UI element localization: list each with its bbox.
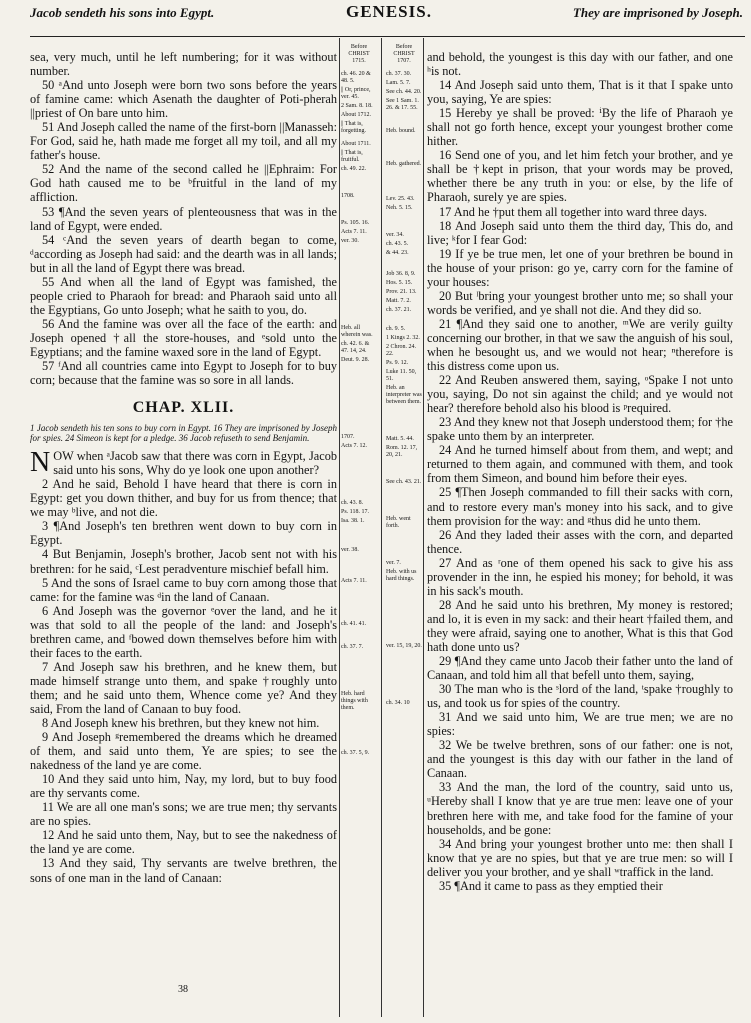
reference-note: ch. 41. 41. <box>341 621 367 627</box>
verse: 33 And the man, the lord of the country, said unto us, ᵘHereby shall I know that ye are true men: leave one of your brethren here with me, and take food for the famine of your households, and be gone: <box>427 780 733 837</box>
reference-note: Acts 7. 12. <box>341 443 367 449</box>
drop-cap: N <box>30 447 51 479</box>
verse: 19 If ye be true men, let one of your brethren be bound in the house of your prison: go ye, carry corn for the famine of your houses: <box>427 246 733 289</box>
reference-note: ch. 9. 5. <box>386 326 406 332</box>
chapter-opening-verse <box>30 449 337 477</box>
verse: 15 Hereby ye shall be proved: ⁱBy the life of Pharaoh ye shall not go forth hence, except your youngest brother come hither. <box>427 106 733 149</box>
reference-note: ch. 37. 30. <box>386 71 412 77</box>
verse: 5 And the sons of Israel came to buy corn among those that came: for the famine was ᵈin the land of Canaan. <box>30 575 337 604</box>
reference-note: Rom. 12. 17, 20, 21. <box>386 445 418 458</box>
running-header <box>30 2 743 24</box>
reference-note: About 1711. <box>341 141 371 147</box>
verse: 12 And he said unto them, Nay, but to see the nakedness of the land ye are come. <box>30 828 337 857</box>
reference-note: 1708. <box>341 193 355 199</box>
reference-note: Neh. 5. 15. <box>386 205 413 211</box>
verse: 11 We are all one man's sons; we are true men; thy servants are no spies. <box>30 800 337 829</box>
verse: 2 And he said, Behold I have heard that there is corn in Egypt: get you down thither, and buy for us from thence; that we may ᵇlive, and not die. <box>30 477 337 520</box>
verse: 30 The man who is the ˢlord of the land, ᵗspake †roughly to us, and took us for spies of the country. <box>427 682 733 711</box>
reference-note: 2 Sam. 8. 18. <box>341 103 373 109</box>
book-title: GENESIS. <box>346 2 432 21</box>
reference-note: Hos. 5. 15. <box>386 280 413 286</box>
reference-note: Ps. 118. 17. <box>341 509 369 515</box>
reference-note: ch. 37. 7. <box>341 644 364 650</box>
reference-note: See ch. 43. 21. <box>386 479 422 485</box>
reference-note: About 1712. <box>341 112 371 118</box>
header-right: They are imprisoned by Joseph. <box>572 5 743 20</box>
reference-note: Heb. all wherein was. <box>341 325 373 338</box>
reference-note: Deut. 9. 28. <box>341 357 370 363</box>
verse: 28 And he said unto his brethren, My money is restored; and lo, it is even in my sack: and their heart †failed them, and they were afraid, saying one to another, What is this that God hath done unto us? <box>427 597 733 654</box>
verse: 9 And Joseph ᵍremembered the dreams which he dreamed of them, and said unto them, Ye are spies; to see the nakedness of the land ye are come. <box>30 730 337 773</box>
verse: 10 And they said unto him, Nay, my lord, but to buy food are thy servants come. <box>30 772 337 801</box>
reference-note: 1707. <box>341 434 355 440</box>
reference-note: Heb. went forth. <box>386 516 411 529</box>
reference-note: 2 Chron. 24. 22. <box>386 344 416 357</box>
chapter-summary: 1 Jacob sendeth his ten sons to buy corn in Egypt. 16 They are imprisoned by Joseph for spies. 24 Simeon is kept for a pledge. 36 Jacob refuseth to send Benjamin. <box>30 423 337 444</box>
verse: 35 ¶And it came to pass as they emptied their <box>439 878 663 893</box>
verse: 53 ¶And the seven years of plenteousness that was in the land of Egypt, were ended. <box>30 204 337 233</box>
verse: 21 ¶And they said one to another, ᵐWe are verily guilty concerning our brother, in that we saw the anguish of his soul, when he besought us, and we would not hear; ⁿtherefore is this distress come upon us. <box>427 316 733 374</box>
opening-text: OW when ᵃJacob saw that there was corn in Egypt, Jacob said unto his sons, Why do ye look one upon another? <box>53 449 337 478</box>
reference-note: Prov. 21. 13. <box>386 289 417 295</box>
left-margin-references <box>341 44 377 759</box>
verse: 17 And he †put them all together into ward three days. <box>439 204 708 219</box>
reference-note: Heb. hard things with them. <box>341 691 368 711</box>
reference-note: Matt. 5. 44. <box>386 436 414 442</box>
verse: 4 But Benjamin, Joseph's brother, Jacob sent not with his brethren: for he said, ᶜLest peradventure mischief befall him. <box>30 547 337 576</box>
verse: 50 ᵃAnd unto Joseph were born two sons before the years of famine came: which Asenath the daughter of Poti-pherah ||priest of On bare unto him. <box>30 78 337 121</box>
date-header: Before CHRIST 1707. <box>393 44 415 64</box>
verse: 14 And Joseph said unto them, That is it that I spake unto you, saying, Ye are spies: <box>427 78 733 107</box>
verse: 24 And he turned himself about from them, and wept; and returned to them again, and communed with them, and took from them Simeon, and bound him before their eyes. <box>427 443 733 486</box>
reference-note: || That is, fruitful. <box>341 150 363 163</box>
reference-note: Luke 11. 50, 51. <box>386 369 417 382</box>
verse: 52 And the name of the second called he ||Ephraim: For God hath caused me to be ᵇfruitful in the land of my affliction. <box>30 162 337 205</box>
reference-note: Isa. 38. 1. <box>341 518 365 524</box>
column-rule <box>381 38 382 1017</box>
verse: 6 And Joseph was the governor ᵉover the land, and he it was that sold to all the people of the land: and Joseph's brethren came, and ᶠbowed down themselves before him with their faces to the earth. <box>30 603 337 660</box>
reference-note: ch. 43. 5. <box>386 241 409 247</box>
reference-note: ch. 43. 8. <box>341 500 364 506</box>
verse: 20 But ˡbring your youngest brother unto me; so shall your words be verified, and ye shall not die. And they did so. <box>427 288 733 317</box>
chapter-heading: CHAP. XLII. <box>132 399 235 417</box>
verse: 7 And Joseph saw his brethren, and he knew them, but made himself strange unto them, and spake †roughly unto them; and he said unto them, Whence come ye? And they said, From the land of Canaan to buy food. <box>30 659 337 716</box>
reference-note: Job 36. 8, 9. <box>386 271 416 277</box>
verse: 51 And Joseph called the name of the first-born ||Manasseh: For God, said he, hath made me forget all my toil, and all my father's house. <box>30 120 337 163</box>
reference-note: Lam. 5. 7. <box>386 80 411 86</box>
column-rule <box>423 38 424 1017</box>
reference-note: Heb. gathered. <box>386 161 422 167</box>
verse: 31 And we said unto him, We are true men; we are no spies: <box>427 710 733 739</box>
reference-note: ch. 37. 5, 9. <box>341 750 370 756</box>
reference-note: Acts 7. 11. <box>341 578 367 584</box>
verse: 23 And they knew not that Joseph understood them; for †he spake unto them by an interpreter. <box>427 415 733 444</box>
column-rule <box>339 38 340 1017</box>
verse: 26 And they laded their asses with the corn, and departed thence. <box>427 527 733 556</box>
verse: 13 And they said, Thy servants are twelve brethren, the sons of one man in the land of Canaan: <box>30 856 337 885</box>
verse: 54 ᶜAnd the seven years of dearth began to come, ᵈaccording as Joseph had said: and the dearth was in all lands; but in all the land of Egypt there was bread. <box>30 232 337 275</box>
verse: 29 ¶And they came unto Jacob their father unto the land of Canaan, and told him all that befell unto them, saying, <box>427 654 733 683</box>
right-margin-references <box>386 44 422 709</box>
header-rule <box>30 36 745 37</box>
right-text-column <box>427 50 733 893</box>
verse: 32 We be twelve brethren, sons of our father: one is not, and the youngest is this day with our father in the land of Canaan. <box>427 738 733 781</box>
reference-note: ver. 30. <box>341 238 359 244</box>
verse: 8 And Joseph knew his brethren, but they knew not him. <box>42 716 320 731</box>
verse: 22 And Reuben answered them, saying, ᵒSpake I not unto you, saying, Do not sin against the child; and ye would not hear? therefore behold also his blood is ᵖrequired. <box>427 373 733 416</box>
verse: sea, very much, until he left numbering; for it was without number. <box>30 50 337 79</box>
verse: 57 ᶠAnd all countries came into Egypt to Joseph for to buy corn; because that the famine was so sore in all lands. <box>30 359 337 388</box>
verse: 25 ¶Then Joseph commanded to fill their sacks with corn, and to restore every man's money into his sack, and to give them provision for the way: and ᵍthus did he unto them. <box>427 485 733 528</box>
reference-note: ver. 15, 19, 20. <box>386 643 422 649</box>
reference-note: Heb. bound. <box>386 128 416 134</box>
reference-note: || Or, prince, ver. 45. <box>341 87 371 100</box>
verse: 3 ¶And Joseph's ten brethren went down to buy corn in Egypt. <box>30 519 337 548</box>
reference-note: Ps. 9. 12. <box>386 360 409 366</box>
verse: and behold, the youngest is this day with our father, and one ʰis not. <box>427 50 733 79</box>
reference-note: Ps. 105. 16. <box>341 220 370 226</box>
reference-note: Heb. with us hard things. <box>386 569 417 582</box>
verse: 18 And Joseph said unto them the third day, This do, and live; ᵏfor I fear God: <box>427 218 733 247</box>
reference-note: Matt. 7. 2. <box>386 298 411 304</box>
reference-note: ver. 34. <box>386 232 404 238</box>
left-text-column <box>30 50 337 885</box>
reference-note: Acts 7. 11. <box>341 229 367 235</box>
reference-note: & 44. 23. <box>386 250 409 256</box>
reference-note: ch. 49. 22. <box>341 166 367 172</box>
date-header: Before CHRIST 1715. <box>348 44 370 64</box>
verse: 27 And as ʳone of them opened his sack to give his ass provender in the inn, he espied his money; for behold, it was in his sack's mouth. <box>427 555 733 598</box>
verse: 55 And when all the land of Egypt was famished, the people cried to Pharaoh for bread: and Pharaoh said unto all the Egyptians, Go unto Joseph; what he saith to you, do. <box>30 274 337 317</box>
verse: 34 And bring your youngest brother unto me: then shall I know that ye are no spies, but that ye are true men: so will I deliver you your brother, and ye shall ʷtraffick in the land. <box>427 836 733 879</box>
page-number: 38 <box>178 984 188 995</box>
reference-note: || That is, forgetting. <box>341 121 367 134</box>
header-left: Jacob sendeth his sons into Egypt. <box>30 5 215 20</box>
reference-note: See 1 Sam. 1. 26. & 17. 55. <box>386 98 419 111</box>
reference-note: ver. 7. <box>386 560 401 566</box>
reference-note: Heb. an interpreter was between them. <box>386 385 422 405</box>
reference-note: ver. 38. <box>341 547 359 553</box>
reference-note: ch. 46. 20 & 48. 5. <box>341 71 371 84</box>
verse: 56 And the famine was over all the face of the earth: and Joseph opened †all the store-houses, and ᵉsold unto the Egyptians; and the famine waxed sore in the land of Egypt. <box>30 316 337 359</box>
reference-note: See ch. 44. 20. <box>386 89 422 95</box>
reference-note: Lev. 25. 43. <box>386 196 415 202</box>
reference-note: ch. 37. 21. <box>386 307 412 313</box>
reference-note: 1 Kings 2. 32. <box>386 335 420 341</box>
verse: 16 Send one of you, and let him fetch your brother, and ye shall be †kept in prison, that your words may be proved, whether there be any truth in you: or else, by the life of Pharaoh, surely ye are spies. <box>427 148 733 205</box>
reference-note: ch. 42. 6. & 47. 14, 24. <box>341 341 370 354</box>
reference-note: ch. 34. 10 <box>386 700 410 706</box>
